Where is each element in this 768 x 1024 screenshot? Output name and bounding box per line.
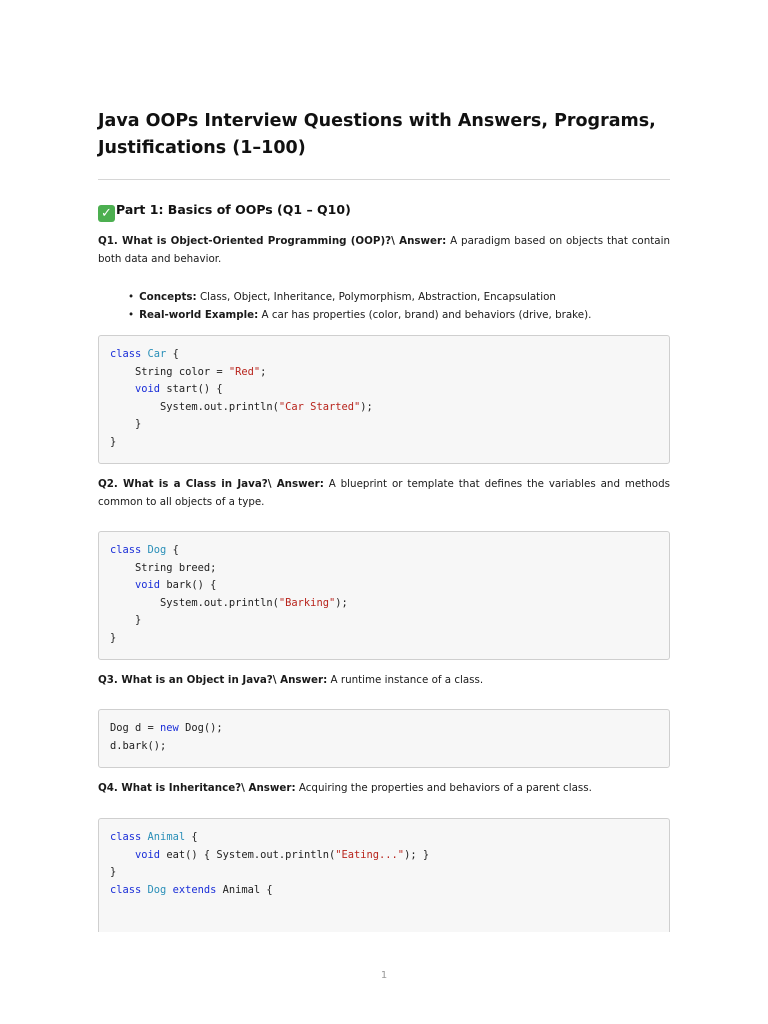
q1-question: Q1. What is Object-Oriented Programming (OOP)?\ Answer: bbox=[98, 235, 447, 247]
q1-paragraph bbox=[98, 233, 670, 268]
q3-question: Q3. What is an Object in Java?\ Answer: bbox=[98, 674, 328, 686]
q4-question: Q4. What is Inheritance?\ Answer: bbox=[98, 782, 296, 794]
q3-code-block: Dog d = new Dog(); d.bark(); bbox=[98, 709, 670, 768]
list-item: • Real-world Example: A car has properties (color, brand) and behaviors (drive, brake). bbox=[128, 307, 591, 325]
title-divider bbox=[98, 179, 670, 180]
list-item: • Concepts: Class, Object, Inheritance, Polymorphism, Abstraction, Encapsulation bbox=[128, 289, 591, 307]
q4-paragraph bbox=[98, 780, 670, 798]
page-number: 1 bbox=[380, 970, 388, 981]
q2-answer: A blueprint or template that defines the variables and methods common to all objects of a type. bbox=[98, 478, 670, 508]
q4-code-block: class Animal { void eat() { System.out.println("Eating..."); } } class Dog extends Animal { bbox=[98, 818, 670, 932]
document-title: Java OOPs Interview Questions with Answers, Programs, Justifications (1–100) bbox=[98, 111, 656, 158]
q3-answer: A runtime instance of a class. bbox=[330, 674, 484, 686]
q4-answer: Acquiring the properties and behaviors of a parent class. bbox=[298, 782, 592, 794]
q2-code-block: class Dog { String breed; void bark() { System.out.println("Barking"); } } bbox=[98, 531, 670, 660]
q3-paragraph bbox=[98, 672, 670, 690]
q1-bullet-list bbox=[128, 289, 591, 324]
part-title: Part 1: Basics of OOPs (Q1 – Q10) bbox=[116, 202, 351, 217]
q1-answer: A paradigm based on objects that contain both data and behavior. bbox=[98, 235, 670, 265]
q1-code-block: class Car { String color = "Red"; void start() { System.out.println("Car Started"); } } bbox=[98, 335, 670, 464]
check-mark-icon: ✓ bbox=[98, 205, 115, 222]
q2-question: Q2. What is a Class in Java?\ Answer: bbox=[98, 478, 324, 490]
part-heading bbox=[98, 199, 351, 222]
q2-paragraph bbox=[98, 476, 670, 511]
